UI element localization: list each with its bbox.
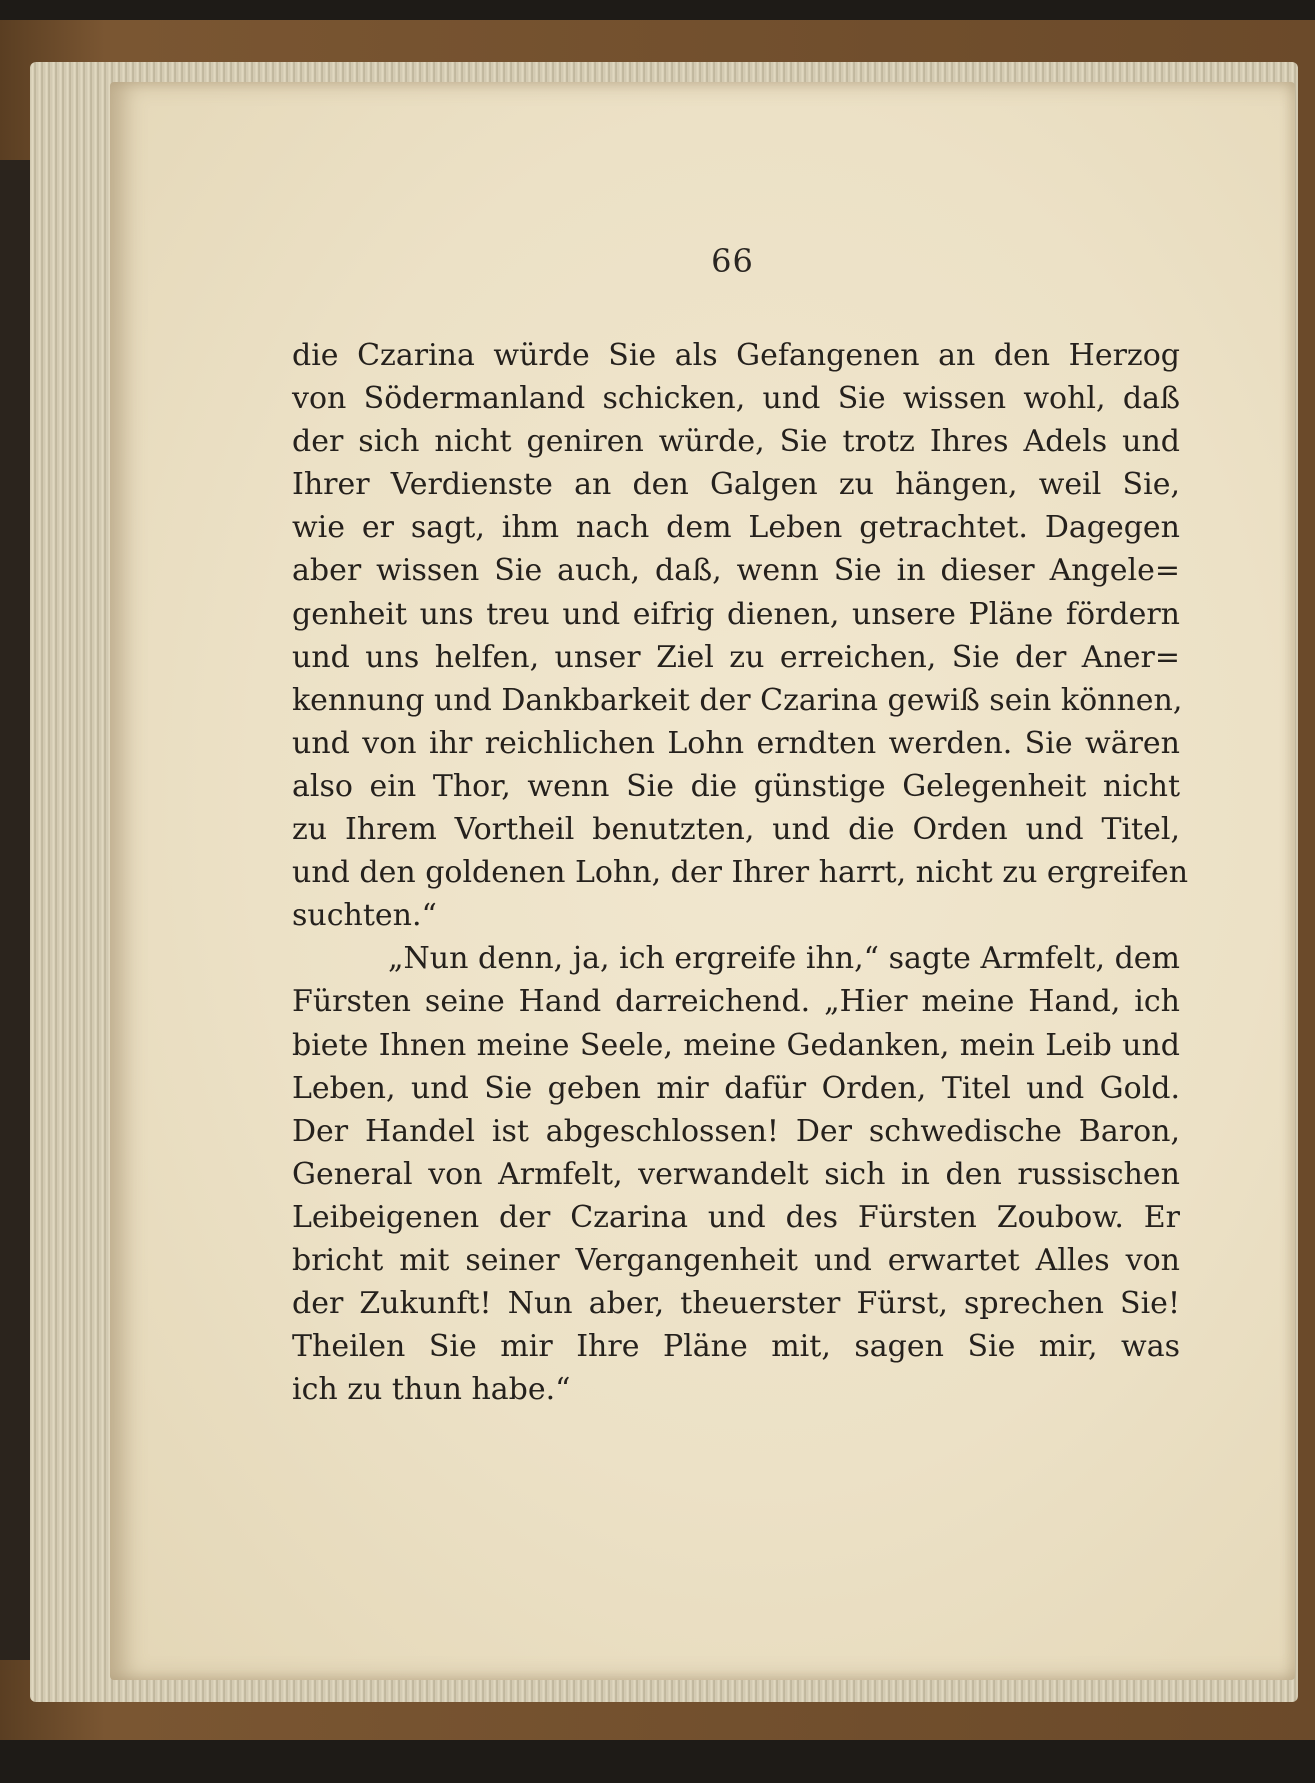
page-number: 66 (711, 242, 754, 280)
text-line: die Czarina würde Sie als Gefangenen an den Herzog (292, 338, 1180, 373)
text-line: und den goldenen Lohn, der Ihrer harrt, nicht zu ergreifen (292, 855, 1189, 891)
page-text (292, 334, 1189, 1411)
text-line: der sich nicht geniren würde, Sie trotz Ihres Adels und (292, 424, 1180, 460)
text-line: und von ihr reichlichen Lohn erndten werden. Sie wären (292, 725, 1180, 761)
book-spine (0, 160, 30, 1660)
text-line: biete Ihnen meine Seele, meine Gedanken, mein Leib und (292, 1027, 1180, 1063)
text-line: Leben, und Sie geben mir dafür Orden, Titel und Gold. (292, 1070, 1180, 1106)
text-line: bricht mit seiner Vergangenheit und erwartet Alles von (292, 1242, 1180, 1278)
text-line: genheit uns treu und eifrig dienen, unsere Pläne fördern (292, 596, 1180, 632)
text-line: und uns helfen, unser Ziel zu erreichen, Sie der Aner= (292, 639, 1180, 675)
text-line: Ihrer Verdienste an den Galgen zu hängen, weil Sie, (292, 467, 1180, 503)
text-line: wie er sagt, ihm nach dem Leben getrachtet. Dagegen (292, 510, 1180, 546)
text-line: von Södermanland schicken, und Sie wissen wohl, daß (292, 381, 1180, 417)
paragraph-1 (292, 334, 1189, 937)
text-line: „Nun denn, ja, ich ergreife ihn,“ sagte Armfelt, dem (388, 941, 1180, 977)
paragraph-2 (292, 937, 1180, 1411)
text-line: Leibeigenen der Czarina und des Fürsten Zoubow. Er (292, 1199, 1180, 1235)
text-line: ich zu thun habe.“ (292, 1372, 571, 1408)
text-line: suchten.“ (292, 898, 437, 934)
text-line: kennung und Dankbarkeit der Czarina gewiß sein können, (292, 682, 1183, 718)
text-line: zu Ihrem Vortheil benutzten, und die Orden und Titel, (292, 812, 1180, 848)
text-line: also ein Thor, wenn Sie die günstige Gelegenheit nicht (292, 768, 1180, 804)
text-line: aber wissen Sie auch, daß, wenn Sie in dieser Angele= (292, 553, 1180, 589)
text-line: Fürsten seine Hand darreichend. „Hier meine Hand, ich (292, 984, 1180, 1020)
text-line: Theilen Sie mir Ihre Pläne mit, sagen Sie mir, was (292, 1329, 1180, 1365)
text-line: der Zukunft! Nun aber, theuerster Fürst, sprechen Sie! (292, 1286, 1180, 1322)
text-line: Der Handel ist abgeschlossen! Der schwedische Baron, (292, 1113, 1180, 1149)
text-line: General von Armfelt, verwandelt sich in den russischen (292, 1156, 1180, 1192)
